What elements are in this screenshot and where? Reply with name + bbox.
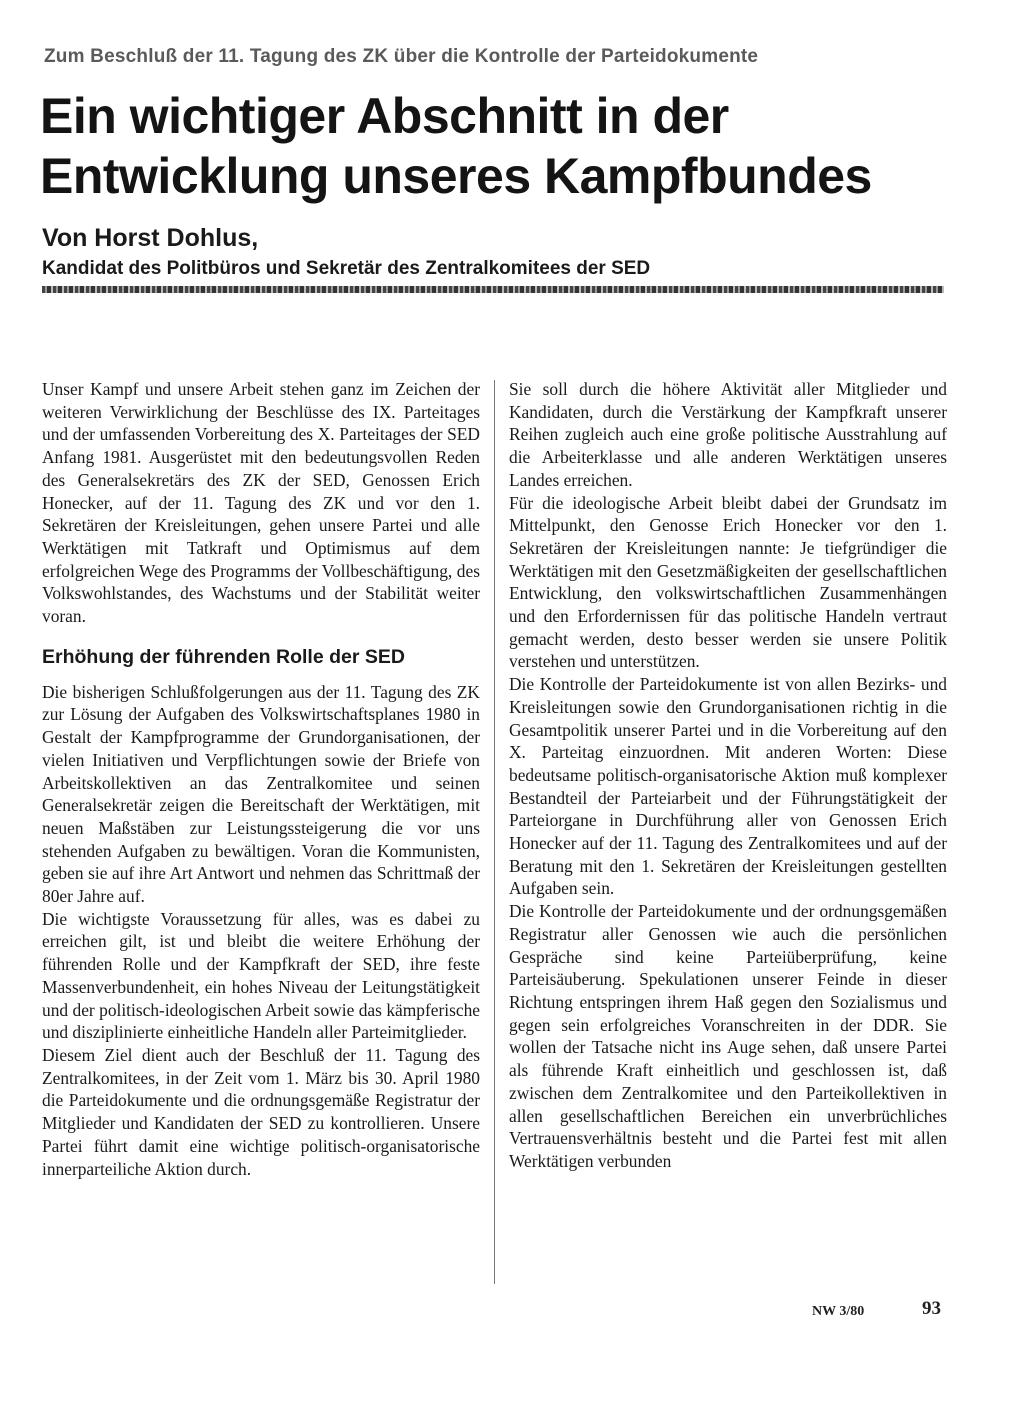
body-paragraph: Diesem Ziel dient auch der Beschluß der 11. Tagung des Zentralkomitees, in der Zeit vom 1. März bis 30. April 1980 die Parteidokumente und die ordnungsgemäße Registratur der Mitglieder und Kandidaten der SED zu kontrollieren. Unsere Partei führt damit eine wichtige politisch-organisatorische innerparteiliche Aktion durch. [42,1044,480,1179]
article-headline: Ein wichtiger Abschnitt in der Entwicklung unseres Kampfbundes [40,88,872,204]
body-paragraph: Für die ideologische Arbeit bleibt dabei der Grundsatz im Mittelpunkt, den Genosse Erich Honecker vor den 1. Sekretären der Kreisleitungen nannte: Je tiefgründiger die Werktätigen mit den Gesetzmäßigkeiten der gesellschaftlichen Entwicklung, den volkswirtschaftlichen Zusammenhängen und den Erfordernissen für das politische Handeln vertraut gemacht werden, desto besser werden sie unsere Politik verstehen und unterstützen. [509,492,947,672]
body-paragraph: Die Kontrolle der Parteidokumente und der ordnungsgemäßen Registratur aller Genossen wie auch die persönlichen Gespräche sind keine Parteiüberprüfung, keine Parteisäuberung. Spekulationen unserer Feinde in dieser Richtung entspringen ihrem Haß gegen den Sozialismus und gegen sein erfolgreiches Voranschreiten in der DDR. Sie wollen der Tatsache nicht ins Auge sehen, daß unsere Partei als führende Kraft einheitlich und geschlossen ist, daß zwischen dem Zentralkomitee und den Parteikollektiven in allen gesellschaftlichen Bereichen ein unverbrüchliches Vertrauensverhältnis besteht und die Partei fest mit allen Werktätigen verbunden [509,901,947,1171]
intro-paragraph: Unser Kampf und unsere Arbeit stehen ganz im Zeichen der weiteren Verwirklichung der Beschlüsse des IX. Parteitages und der umfassenden Vorbereitung des X. Parteitages der SED Anfang 1981. Ausgerüstet mit den bedeutungsvollen Reden des Generalsekretärs des ZK der SED, Genossen Erich Honecker, auf der 11. Tagung des ZK und vor den 1. Sekretären der Kreisleitungen, gehen unsere Partei und alle Werktätigen mit Tatkraft und Optimismus auf dem erfolgreichen Wege des Programms der Vollbeschäftigung, des Volkswohlstandes, des Wachstums und der Stabilität weiter voran. [42,379,480,627]
body-paragraph: Die bisherigen Schlußfolgerungen aus der 11. Tagung des ZK zur Lösung der Aufgaben des Volkswirtschaftsplanes 1980 in Gestalt der Kampfprogramme der Grundorganisationen, der vielen Initiativen und Verpflichtungen sowie der Briefe von Arbeitskollektiven an das Zentralkomitee und seinen Generalsekretär zeigen die Bereitschaft der Werktätigen, mit neuen Maßstäben zur Leistungssteigerung die vor uns stehenden Aufgaben zu bewältigen. Voran die Kommunisten, geben sie auf ihre Art Antwort und nehmen das Schrittmaß der 80er Jahre auf. [42,681,480,907]
page-number: 93 [922,1298,941,1319]
body-paragraph: Die wichtigste Voraussetzung für alles, was es dabei zu erreichen gilt, ist und bleibt die weitere Erhöhung der führenden Rolle und der Kampfkraft der SED, ihre feste Massenverbundenheit, ein hohes Niveau der Leitungstätigkeit und der politisch-ideologischen Arbeit sowie das kämpferische und disziplinierte einheitliche Handeln aller Parteimitglieder. [42,908,480,1043]
left-column [42,378,480,1180]
header-rule [42,286,944,293]
section-subheading: Erhöhung der führenden Rolle der SED [42,645,405,668]
kicker-line: Zum Beschluß der 11. Tagung des ZK über die Kontrolle der Parteidokumente [44,46,759,67]
column-divider [494,380,495,1284]
author-role: Kandidat des Politbüros und Sekretär des Zentralkomitees der SED [42,258,651,279]
body-paragraph: Sie soll durch die höhere Aktivität aller Mitglieder und Kandidaten, durch die Verstärkung der Kampfkraft unserer Reihen zugleich auch eine große politische Ausstrahlung auf die Arbeiterklasse und alle anderen Werktätigen unseres Landes erreichen. [509,379,947,490]
right-column [509,378,947,1173]
author-name: Von Horst Dohlus, [42,224,259,252]
issue-label: NW 3/80 [812,1304,865,1319]
body-paragraph: Die Kontrolle der Parteidokumente ist von allen Bezirks- und Kreisleitungen sowie den Grundorganisationen richtig in die Gesamtpolitik unserer Partei und in die Vorbereitung auf den X. Parteitag einzuordnen. Mit anderen Worten: Diese bedeutsame politisch-organisatorische Aktion muß komplexer Bestandteil der Parteiarbeit und der Führungstätigkeit der Parteiorgane in Durchführung aller von Genossen Erich Honecker auf der 11. Tagung des Zentralkomitees und auf der Beratung mit den 1. Sekretären der Kreisleitungen gestellten Aufgaben sein. [509,674,947,899]
